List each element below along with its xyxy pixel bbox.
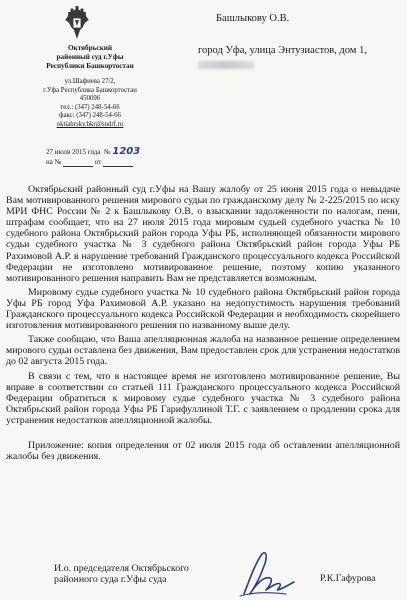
signatory-title-line: И.о. председателя Октябрьского	[54, 563, 189, 574]
ref-prefix: на №	[46, 158, 62, 166]
ref-from: от	[94, 158, 102, 166]
attachment-note: Приложение: копия определения от 02 июля 2015 года об оставлении апелляционной жалобы без движения.	[6, 439, 400, 463]
address-line: г.Уфа Республика Башкортостан	[43, 86, 137, 94]
outgoing-number-block	[46, 147, 196, 167]
redacted-address-part	[198, 61, 254, 69]
address-line: тел.: (347) 248-54-66	[60, 103, 120, 111]
letter-date: 27 июля 2015 года	[46, 148, 101, 156]
court-address	[30, 78, 150, 130]
address-line: 450096	[79, 95, 101, 103]
body-paragraph: Также сообщаю, что Ваша апелляционная жалоба на названное решение определением мирового судьи оставлена без движения, Вам предоставлен срок для устранения недостатков до 02 августа 2015 года.	[6, 334, 400, 368]
addressee-name: Башлыкову О.В.	[216, 13, 290, 24]
court-name-line: Республики Башкортостан	[46, 62, 134, 70]
number-label: №	[103, 148, 111, 156]
outgoing-number-handwritten: 1203	[112, 146, 141, 157]
signatory-title	[54, 563, 189, 585]
address-line: факс: (347) 248-54-66	[59, 112, 121, 120]
addressee-address	[198, 44, 398, 72]
body-paragraph: Мировому судье судебного участка № 10 судебного района Октябрьский район города Уфы РБ город Уфа Рахимовой А.Р. указано на недопустимость нарушения требований Гражданского процессуального кодекса Российской Федерации и необходимость скорейшего изготовления мотивированного решения по названному выше делу.	[6, 286, 400, 332]
handwritten-signature	[236, 548, 298, 600]
court-name-line: районный суд г.Уфы	[56, 53, 124, 61]
letter-body	[6, 184, 400, 465]
court-name	[30, 44, 150, 71]
signatory-title-line: районного суда г.Уфы суда	[54, 574, 167, 585]
coat-of-arms-emblem	[62, 6, 92, 42]
body-paragraph: В связи с тем, что в настоящее время не изготовлено мотивированное решение, Вы вправе в соответствии со статьей 111 Гражданского процессуального кодекса Российской Федерации обратиться к мировому судье судебного участка № 3 судебного района Октябрьский район города Уфы РБ Гарифуллиной Т.Г. с заявлением о продлении срока для устранения недостатков апелляционной жалобы.	[6, 370, 400, 426]
signatory-name: Р.К.Гафурова	[320, 573, 376, 584]
addressee-street: город Уфа, улица Энтузиастов, дом 1,	[198, 45, 367, 56]
ref-date-blank	[103, 166, 133, 167]
address-line: ул.Шафиева 27/2,	[64, 78, 116, 85]
ref-number-blank	[63, 166, 93, 167]
court-email-link[interactable]: oktiabrsky.bkr@sudrf.ru	[56, 120, 124, 128]
body-paragraph: Октябрьский районный суд г.Уфы на Вашу жалобу от 25 июня 2015 года о невыдаче Вам мотивированного решения мирового судьи по гражданскому делу № 2-225/2015 по иску МРИ ФНС России № 2 к Башлыкову О.В. о взыскании задолженности по налогам, пени, штрафам сообщает, что на 27 июля 2015 года мировым судьей судебного участка № 10 судебного района Октябрьский район города Уфы РБ, исполняющей обязанности мирового судьи судебного участка № 3 судебного района Октябрьский район города Уфы РБ Рахимовой А.Р. в нарушение требований Гражданского процессуального кодекса Российской Федерации не изготовлено мотивированное решение, поэтому копию указанного мотивированного решения направить Вам не представляется возможным.	[6, 184, 400, 284]
court-name-line: Октябрьский	[67, 44, 113, 52]
